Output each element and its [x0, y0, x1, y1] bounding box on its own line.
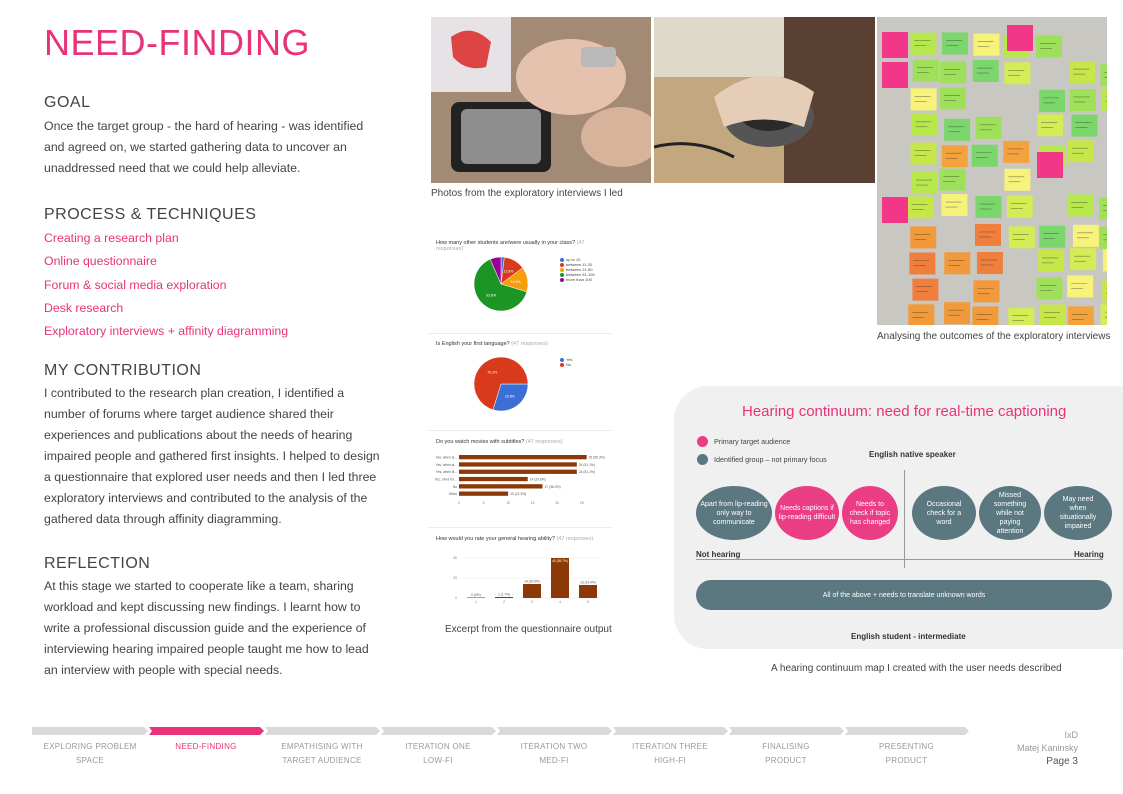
sticky-note: [1040, 304, 1066, 325]
bar-category-label: Yes, when fil...: [435, 470, 457, 475]
reflection-heading: REFLECTION: [44, 555, 151, 572]
sticky-note: [940, 62, 966, 84]
tick-label: 0: [458, 500, 460, 505]
progress-segment: [149, 727, 264, 735]
question-panel-4: [427, 527, 613, 613]
student-needs-bar: All of the above + needs to translate unknown words: [696, 580, 1112, 610]
bar: [467, 598, 485, 599]
continuum-vertical-axis: [904, 470, 905, 568]
bubble-occasional-check: Occasional check for a word: [912, 486, 976, 540]
sticky-note: [882, 32, 908, 58]
sticky-note: [977, 252, 1003, 274]
question-3-title: Do you watch movies with subtitles? (47 responses): [436, 439, 563, 445]
sticky-note: [1003, 141, 1029, 163]
sticky-note: [1039, 226, 1065, 248]
bar-value-label: 10 (21.3%): [510, 492, 527, 497]
legend-item: up to 10: [560, 257, 595, 262]
bar-value-label: 40 (59.7%): [552, 559, 568, 563]
legend-item: more than 100: [560, 277, 595, 282]
sticky-note: [940, 87, 966, 109]
nav-step-empathising[interactable]: EMPATHISING WITH TARGET AUDIENCE: [281, 742, 363, 765]
photos-caption: Photos from the exploratory interviews I led: [431, 188, 623, 199]
process-list: [44, 228, 288, 344]
sticky-note: [1067, 194, 1093, 216]
continuum-horizontal-axis: [696, 559, 1103, 560]
affinity-caption: Analysing the outcomes of the exploratory interviews: [877, 331, 1111, 342]
sticky-note: [1070, 89, 1096, 111]
question-4-title: How would you rate your general hearing ability? (47 responses): [436, 536, 594, 542]
legend-item: No: [560, 362, 573, 367]
bar-value-label: 1 (1.7%): [497, 592, 511, 597]
sticky-note: [909, 253, 935, 275]
contribution-text: I contributed to the research plan creation, I identified a number of forums where target audience shared their experiences and publications about the needs of hearing impaired people and gathered first insights. I helped to design a questionnaire that explored user needs and then I led three exploratory interviews and contributed to the analysis of the gathered data through affinity diagramming.: [44, 386, 380, 526]
sticky-note: [910, 33, 936, 55]
question-2-pie: [471, 354, 531, 414]
pie-slice-label: 14.9%: [510, 279, 521, 284]
progress-segment: [497, 727, 612, 735]
sticky-note: [1039, 90, 1065, 112]
bar-value-label: 24 (51.1%): [578, 462, 595, 467]
sticky-note: [1007, 25, 1033, 51]
legend-item: between 21-50: [560, 267, 595, 272]
page-title: NEED-FINDING: [44, 22, 310, 63]
bar-value-label: 26 (55.3%): [588, 455, 605, 460]
progress-segment: [845, 727, 969, 735]
process-heading: PROCESS & TECHNIQUES: [44, 206, 257, 223]
nav-step-iteration-two[interactable]: ITERATION TWO MED-FI: [520, 742, 588, 765]
category-label: 5: [587, 600, 589, 604]
bar-value-label: 24 (51.1%): [578, 470, 595, 475]
bar: [551, 558, 569, 598]
sticky-note: [975, 224, 1001, 246]
sticky-note: [1038, 250, 1064, 272]
sticky-note: [910, 226, 936, 248]
sticky-note: [1004, 62, 1030, 84]
interview-photo-1: [431, 17, 651, 183]
pie-slice-label: 29.8%: [504, 394, 515, 399]
bar: [459, 484, 542, 488]
sticky-note: [939, 169, 965, 191]
tick-label: 20: [453, 576, 457, 581]
tick-label: 40: [453, 556, 457, 561]
question-2-title: Is English your first language? (47 responses): [436, 341, 548, 347]
tick-label: 0: [455, 596, 457, 601]
question-1-pie: [471, 254, 531, 314]
goal-text: Once the target group - the hard of hearing - was identified and agreed on, we started gathering data to uncover an unaddressed need that we could help alleviate.: [44, 119, 364, 175]
not-hearing-label: Not hearing: [696, 550, 741, 559]
student-label: English student - intermediate: [851, 632, 966, 641]
continuum-title: Hearing continuum: need for real-time captioning: [742, 403, 1067, 420]
process-item: Creating a research plan: [44, 231, 179, 245]
nav-step-need-finding[interactable]: NEED-FINDING: [175, 742, 237, 751]
author-name: Matej Kaninsky: [1016, 743, 1078, 753]
question-panel-3: [427, 430, 613, 521]
question-1-title: How many other students are/were usually in your class? (47 responses): [436, 240, 585, 252]
bar: [459, 477, 528, 481]
category-label: 2: [503, 600, 505, 604]
bubble-needs-captions: Needs captions if lip-reading difficult: [775, 486, 839, 540]
sticky-note: [973, 60, 999, 82]
sticky-note: [1073, 225, 1099, 247]
sticky-note: [1037, 152, 1063, 178]
sticky-note: [1103, 249, 1107, 271]
sticky-note: [973, 34, 999, 56]
course-label: IxD: [1064, 730, 1078, 740]
sticky-note: [1037, 114, 1063, 136]
nav-step-presenting[interactable]: PRESENTING PRODUCT: [878, 742, 934, 765]
sticky-note: [1101, 304, 1107, 325]
sticky-note: [1004, 169, 1030, 191]
legend-primary: Primary target audience: [697, 436, 790, 447]
pie-slice-label: 12.8%: [503, 269, 514, 274]
legend-item: Yes: [560, 357, 573, 362]
pink-dot-icon: [697, 436, 708, 447]
sticky-note: [942, 32, 968, 54]
hearing-label: Hearing: [1074, 550, 1104, 559]
progress-segment: [729, 727, 844, 735]
continuum-caption: A hearing continuum map I created with the user needs described: [771, 663, 1062, 674]
legend-item: between 11-20: [560, 262, 595, 267]
tick-label: 10: [506, 500, 510, 505]
bar: [459, 455, 587, 459]
sticky-note: [908, 304, 934, 325]
sticky-note: [1067, 275, 1093, 297]
process-item: Desk research: [44, 300, 124, 315]
progress-labels: [32, 740, 977, 770]
sticky-note: [1102, 280, 1107, 302]
sticky-note: [1099, 198, 1107, 220]
category-label: 1: [475, 600, 477, 604]
sticky-note: [944, 119, 970, 141]
process-item: Online questionnaire: [44, 254, 157, 269]
bar-category-label: Other: [448, 492, 457, 497]
category-label: 3: [531, 600, 533, 604]
sticky-note: [882, 197, 908, 223]
progress-segment: [381, 727, 496, 735]
question-1-legend: [560, 257, 595, 282]
sticky-note: [911, 88, 937, 110]
bar: [495, 597, 513, 598]
sticky-note: [975, 117, 1001, 139]
sticky-note: [1009, 226, 1035, 248]
sticky-note: [974, 280, 1000, 302]
native-speaker-label: English native speaker: [869, 450, 956, 459]
sticky-note: [1099, 227, 1107, 249]
bar: [523, 584, 541, 598]
question-3-bar-chart: [427, 449, 613, 519]
pie-slice-label: 70.2%: [487, 370, 498, 375]
progress-segment: [265, 727, 380, 735]
bubble-check-topic: Needs to check if topic has changed: [842, 486, 898, 540]
sticky-note: [911, 114, 937, 136]
bar-category-label: Yes, when al...: [435, 455, 457, 460]
nav-step-iteration-three[interactable]: ITERATION THREE HIGH-FI: [632, 742, 708, 765]
sticky-note: [941, 194, 967, 216]
sticky-note: [882, 62, 908, 88]
sticky-note: [912, 172, 938, 194]
affinity-photo: [877, 17, 1107, 325]
bar-value-label: 14 (29.8%): [529, 477, 546, 482]
bar-category-label: Yes, when al...: [435, 462, 457, 467]
bubble-situationally-impaired: May need when situationally impaired: [1044, 486, 1112, 540]
legend-item: between 51-100: [560, 272, 595, 277]
contribution-heading: MY CONTRIBUTION: [44, 362, 202, 379]
process-item: Exploratory interviews + affinity diagramming: [44, 324, 289, 339]
sticky-note: [972, 145, 998, 167]
bar-value-label: 0 (0%): [471, 593, 481, 597]
nav-step-finalising[interactable]: FINALISING PRODUCT: [762, 742, 810, 765]
tick-label: 25: [579, 500, 584, 505]
question-4-bar-chart: [427, 546, 613, 611]
sticky-note: [1100, 64, 1107, 86]
bubble-not-hearing: Apart from lip-reading only way to communicate: [696, 486, 772, 540]
nav-step-exploring[interactable]: EXPLORING PROBLEM SPACE: [43, 742, 137, 765]
bar: [579, 585, 597, 598]
sticky-note: [1036, 35, 1062, 57]
sticky-note: [1037, 277, 1063, 299]
bar-value-label: 17 (36.2%): [544, 484, 561, 489]
sticky-note: [912, 279, 938, 301]
sticky-note: [1069, 61, 1095, 83]
bar-category-label: Yes, I find it h...: [434, 477, 457, 482]
interview-photo-2: [654, 17, 875, 183]
sticky-note: [942, 145, 968, 167]
sticky-note: [1071, 115, 1097, 137]
progress-segment: [32, 727, 148, 735]
bubble-missed-something: Missed something while not paying attention: [979, 486, 1041, 540]
progress-segment: [613, 727, 728, 735]
footer-info: [1000, 729, 1078, 768]
questionnaire-caption: Excerpt from the questionnaire output: [445, 624, 612, 635]
bar-value-label: 13 (19.4%): [580, 580, 596, 585]
goal-heading: GOAL: [44, 94, 91, 111]
legend-identified: Identified group – not primary focus: [697, 454, 827, 465]
nav-step-iteration-one[interactable]: ITERATION ONE LOW-FI: [405, 742, 471, 765]
question-panel-1: [427, 232, 613, 322]
sticky-note: [1102, 89, 1107, 111]
reflection-text: At this stage we started to cooperate like a team, sharing workload and kept discussing new findings. I learnt how to write a professional discussion guide and the experience of interviewing hearing impaired people taught me how to lead an interview with people with special needs.: [44, 579, 369, 677]
pie-slice-label: 63.8%: [486, 293, 497, 298]
sticky-note: [913, 60, 939, 82]
process-item: Forum & social media exploration: [44, 277, 227, 292]
sticky-note: [1068, 140, 1094, 162]
sticky-note: [1007, 196, 1033, 218]
page-number: Page 3: [1046, 756, 1078, 767]
sticky-note: [975, 196, 1001, 218]
tick-label: 5: [482, 500, 485, 505]
bar: [459, 470, 577, 474]
sticky-note: [1008, 308, 1034, 325]
tick-label: 15: [530, 500, 535, 505]
sticky-note: [911, 143, 937, 165]
tick-label: 20: [555, 500, 560, 505]
category-label: 4: [559, 600, 561, 604]
sticky-note: [972, 306, 998, 325]
sticky-note: [944, 302, 970, 324]
sticky-note: [1068, 306, 1094, 325]
bar: [459, 492, 508, 496]
bar-value-label: 14 (20.9%): [524, 579, 540, 584]
question-2-legend: [560, 357, 573, 367]
bar-category-label: No: [452, 484, 457, 489]
grey-dot-icon: [697, 454, 708, 465]
progress-nav: [32, 722, 977, 730]
sticky-note: [1070, 248, 1096, 270]
sticky-note: [944, 252, 970, 274]
bar: [459, 462, 577, 466]
question-panel-2: [427, 333, 613, 424]
sticky-note: [908, 196, 934, 218]
